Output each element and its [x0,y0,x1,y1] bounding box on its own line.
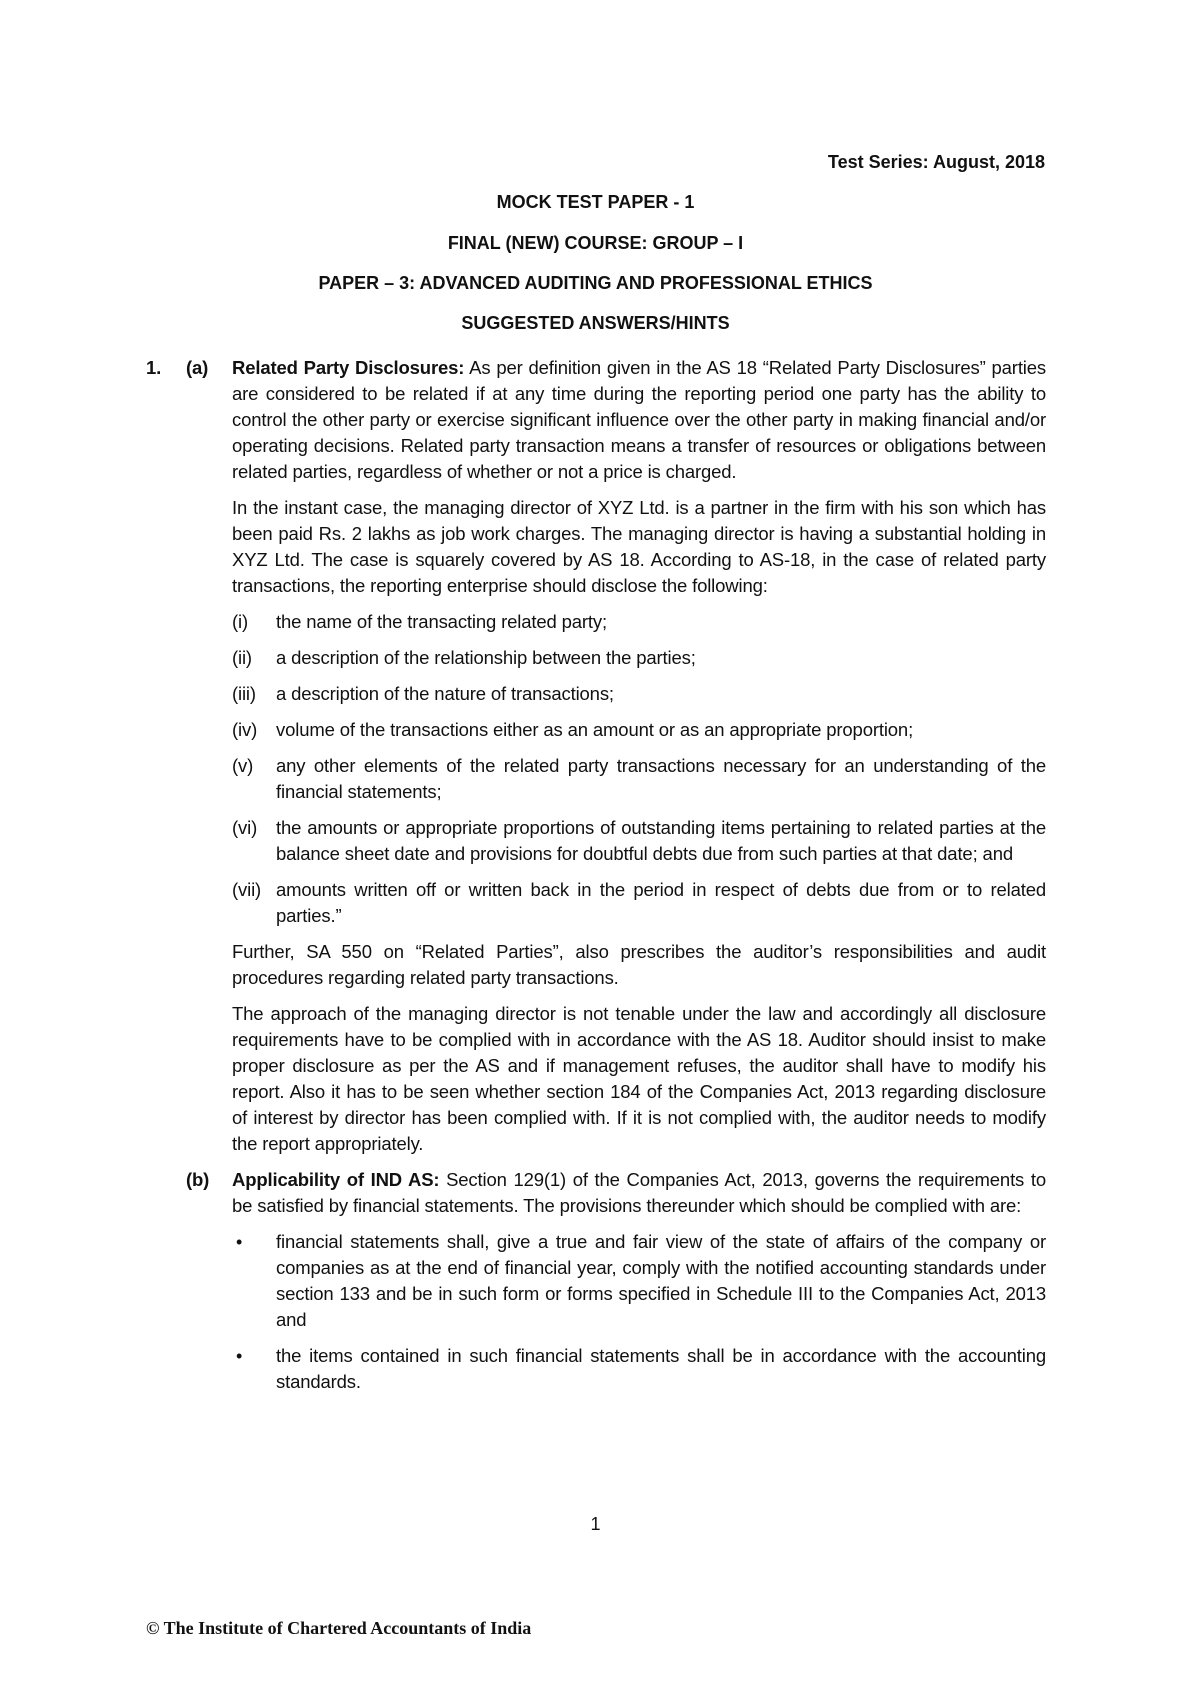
paragraph: Further, SA 550 on “Related Parties”, also prescribes the auditor’s responsibilities and audit procedures regarding related party transactions. [232,941,1046,988]
item-text: any other elements of the related party transactions necessary for an understanding of the financial statements; [276,755,1046,802]
list-item [232,645,1046,671]
list-item [232,753,1046,805]
paragraph: The approach of the managing director is not tenable under the law and accordingly all disclosure requirements have to be complied with in accordance with the AS 18. Auditor should insist to make proper disclosure as per the AS and if management refuses, the auditor shall have to modify his report. Also it has to be seen whether section 184 of the Companies Act, 2013 regarding disclosure of interest by director has been complied with. If it is not complied with, the auditor needs to modify the report appropriately. [232,1003,1046,1154]
item-number: (iv) [232,719,258,740]
item-text: the amounts or appropriate proportions of outstanding items pertaining to related parties at the balance sheet date and provisions for doubtful debts due from such parties at that date; and [276,817,1046,864]
bullet-text: the items contained in such financial statements shall be in accordance with the accounting standards. [276,1345,1046,1392]
part-heading: Applicability of IND AS: [232,1169,440,1190]
course-title: FINAL (NEW) COURSE: GROUP – I [447,233,744,253]
list-item [232,681,1046,707]
bullet-text: financial statements shall, give a true and fair view of the state of affairs of the company or companies as at the end of financial year, comply with the notified accounting standards under section 133 and be in such form or forms specified in Schedule III to the Companies Act, 2013 and [276,1231,1046,1330]
list-item [232,609,1046,635]
item-number: (vii) [232,879,262,900]
item-text: a description of the nature of transactions; [276,683,614,704]
paragraph [232,1167,1046,1219]
subject-title: PAPER – 3: ADVANCED AUDITING AND PROFESSIONAL ETHICS [318,273,873,293]
bullet-icon: • [236,1232,243,1252]
paragraph: In the instant case, the managing director of XYZ Ltd. is a partner in the firm with his son which has been paid Rs. 2 lakhs as job work charges. The managing director is having a substantial holding in XYZ Ltd. The case is squarely covered by AS 18. According to AS-18, in the case of related party transactions, the reporting enterprise should disclose the following: [232,497,1046,596]
bullet-icon: • [236,1346,243,1366]
part-label: (a) [186,357,209,378]
item-text: volume of the transactions either as an amount or as an appropriate proportion; [276,719,914,740]
item-number: (i) [232,611,248,632]
paper-title: MOCK TEST PAPER - 1 [496,192,695,212]
part-heading: Related Party Disclosures: [232,357,465,378]
list-item [232,717,1046,743]
part-label: (b) [186,1169,210,1190]
paragraph-text: Section 129(1) of the Companies Act, 2013, governs the requirements to be satisfied by financial statements. The provisions thereunder which should be complied with are: [232,1169,1046,1216]
item-number: (ii) [232,647,252,668]
question-number: 1. [146,357,162,378]
item-number: (vi) [232,817,258,838]
list-item [232,877,1046,929]
question-1a [146,355,1046,485]
item-number: (v) [232,755,254,776]
item-number: (iii) [232,683,256,704]
test-series-label: Test Series: August, 2018 [827,152,1045,172]
bullet-item [232,1343,1046,1395]
paragraph-text: As per definition given in the AS 18 “Related Party Disclosures” parties are considered to be related if at any time during the reporting period one party has the ability to control the other party or exercise significant influence over the other party in making financial and/or operating decisions. Related party transaction means a transfer of resources or obligations between related parties, regardless of whether or not a price is charged. [232,357,1047,482]
page-number: 1 [590,1514,601,1534]
answer-content [146,355,1046,1405]
question-1b [146,1167,1046,1219]
item-text: a description of the relationship between the parties; [276,647,696,668]
list-item [232,815,1046,867]
item-text: the name of the transacting related party; [276,611,608,632]
section-title: SUGGESTED ANSWERS/HINTS [461,313,730,333]
paragraph [232,355,1046,485]
footer-copyright: © The Institute of Chartered Accountants of India [146,1618,532,1638]
bullet-item [232,1229,1046,1333]
item-text: amounts written off or written back in the period in respect of debts due from or to related parties.” [276,879,1046,926]
